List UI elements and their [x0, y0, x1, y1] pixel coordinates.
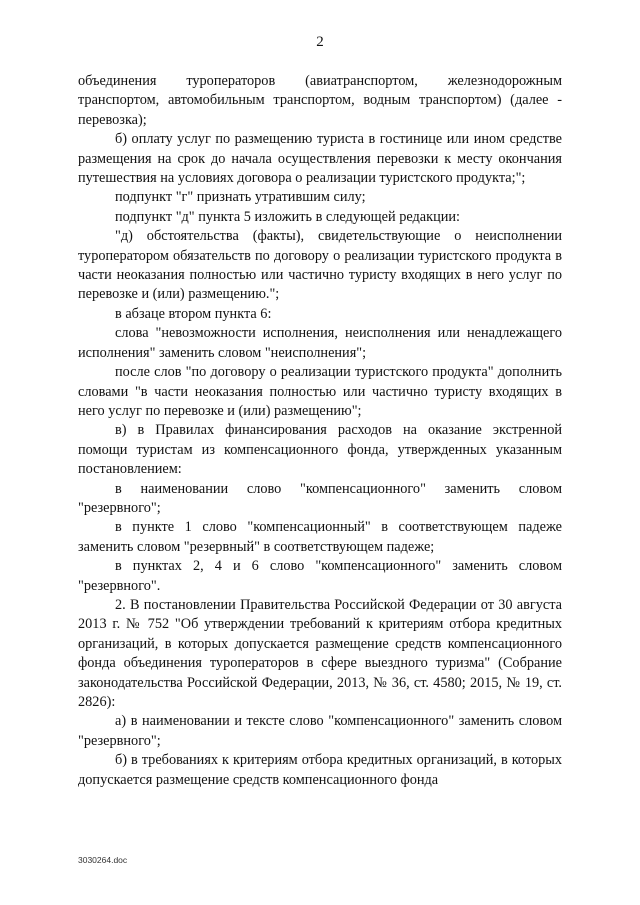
paragraph: подпункт "д" пункта 5 изложить в следующей редакции:	[115, 208, 461, 225]
file-name-footer: 3030264.doc	[78, 855, 128, 865]
paragraph: в абзаце втором пункта 6:	[115, 305, 272, 322]
paragraph: объединения туроператоров (авиатранспортом, железнодорожным транспортом, автомобильным транспортом, водным транспортом) (далее - перевозка);	[78, 73, 562, 128]
document-body	[78, 72, 562, 790]
paragraph: б) оплату услуг по размещению туриста в гостинице или ином средстве размещения на срок до начала осуществления перевозки к месту окончания путешествия на условиях договора о реализации туристского продукта;";	[78, 131, 562, 187]
paragraph: в) в Правилах финансирования расходов на оказание экстренной помощи туристам из компенсационного фонда, утвержденных указанным постановлением:	[78, 422, 562, 478]
paragraph: б) в требованиях к критериям отбора кредитных организаций, в которых допускается размещение средств компенсационного фонда	[78, 752, 562, 788]
paragraph: подпункт "г" признать утратившим силу;	[115, 189, 366, 206]
paragraph: 2. В постановлении Правительства Российской Федерации от 30 августа 2013 г. № 752 "Об утверждении требований к критериям отбора кредитных организаций, в которых допускается размещение средств компенсационного фонда объединения туроператоров в сфере выездного туризма" (Собрание законодательства Российской Федерации, 2013, № 36, ст. 4580; 2015, № 19, ст. 2826):	[78, 596, 562, 710]
paragraph: а) в наименовании и тексте слово "компенсационного" заменить словом "резервного";	[78, 713, 562, 749]
paragraph: "д) обстоятельства (факты), свидетельствующие о неисполнении туроператором обязательств по договору о реализации туристского продукта в части неоказания полностью или частично туристу входящих в него услуг по перевозке и (или) размещению.";	[78, 228, 562, 303]
paragraph: слова "невозможности исполнения, неисполнения или ненадлежащего исполнения" заменить словом "неисполнения";	[78, 325, 562, 361]
paragraph: в пункте 1 слово "компенсационный" в соответствующем падеже заменить словом "резервный" в соответствующем падеже;	[78, 519, 562, 555]
paragraph: в пунктах 2, 4 и 6 слово "компенсационного" заменить словом "резервного".	[78, 558, 562, 594]
paragraph: после слов "по договору о реализации туристского продукта" дополнить словами "в части неоказания полностью или частично туристу входящих в него услуг по перевозке и (или) размещению";	[78, 364, 562, 419]
page-number: 2	[316, 34, 324, 50]
paragraph: в наименовании слово "компенсационного" заменить словом "резервного";	[78, 480, 562, 516]
